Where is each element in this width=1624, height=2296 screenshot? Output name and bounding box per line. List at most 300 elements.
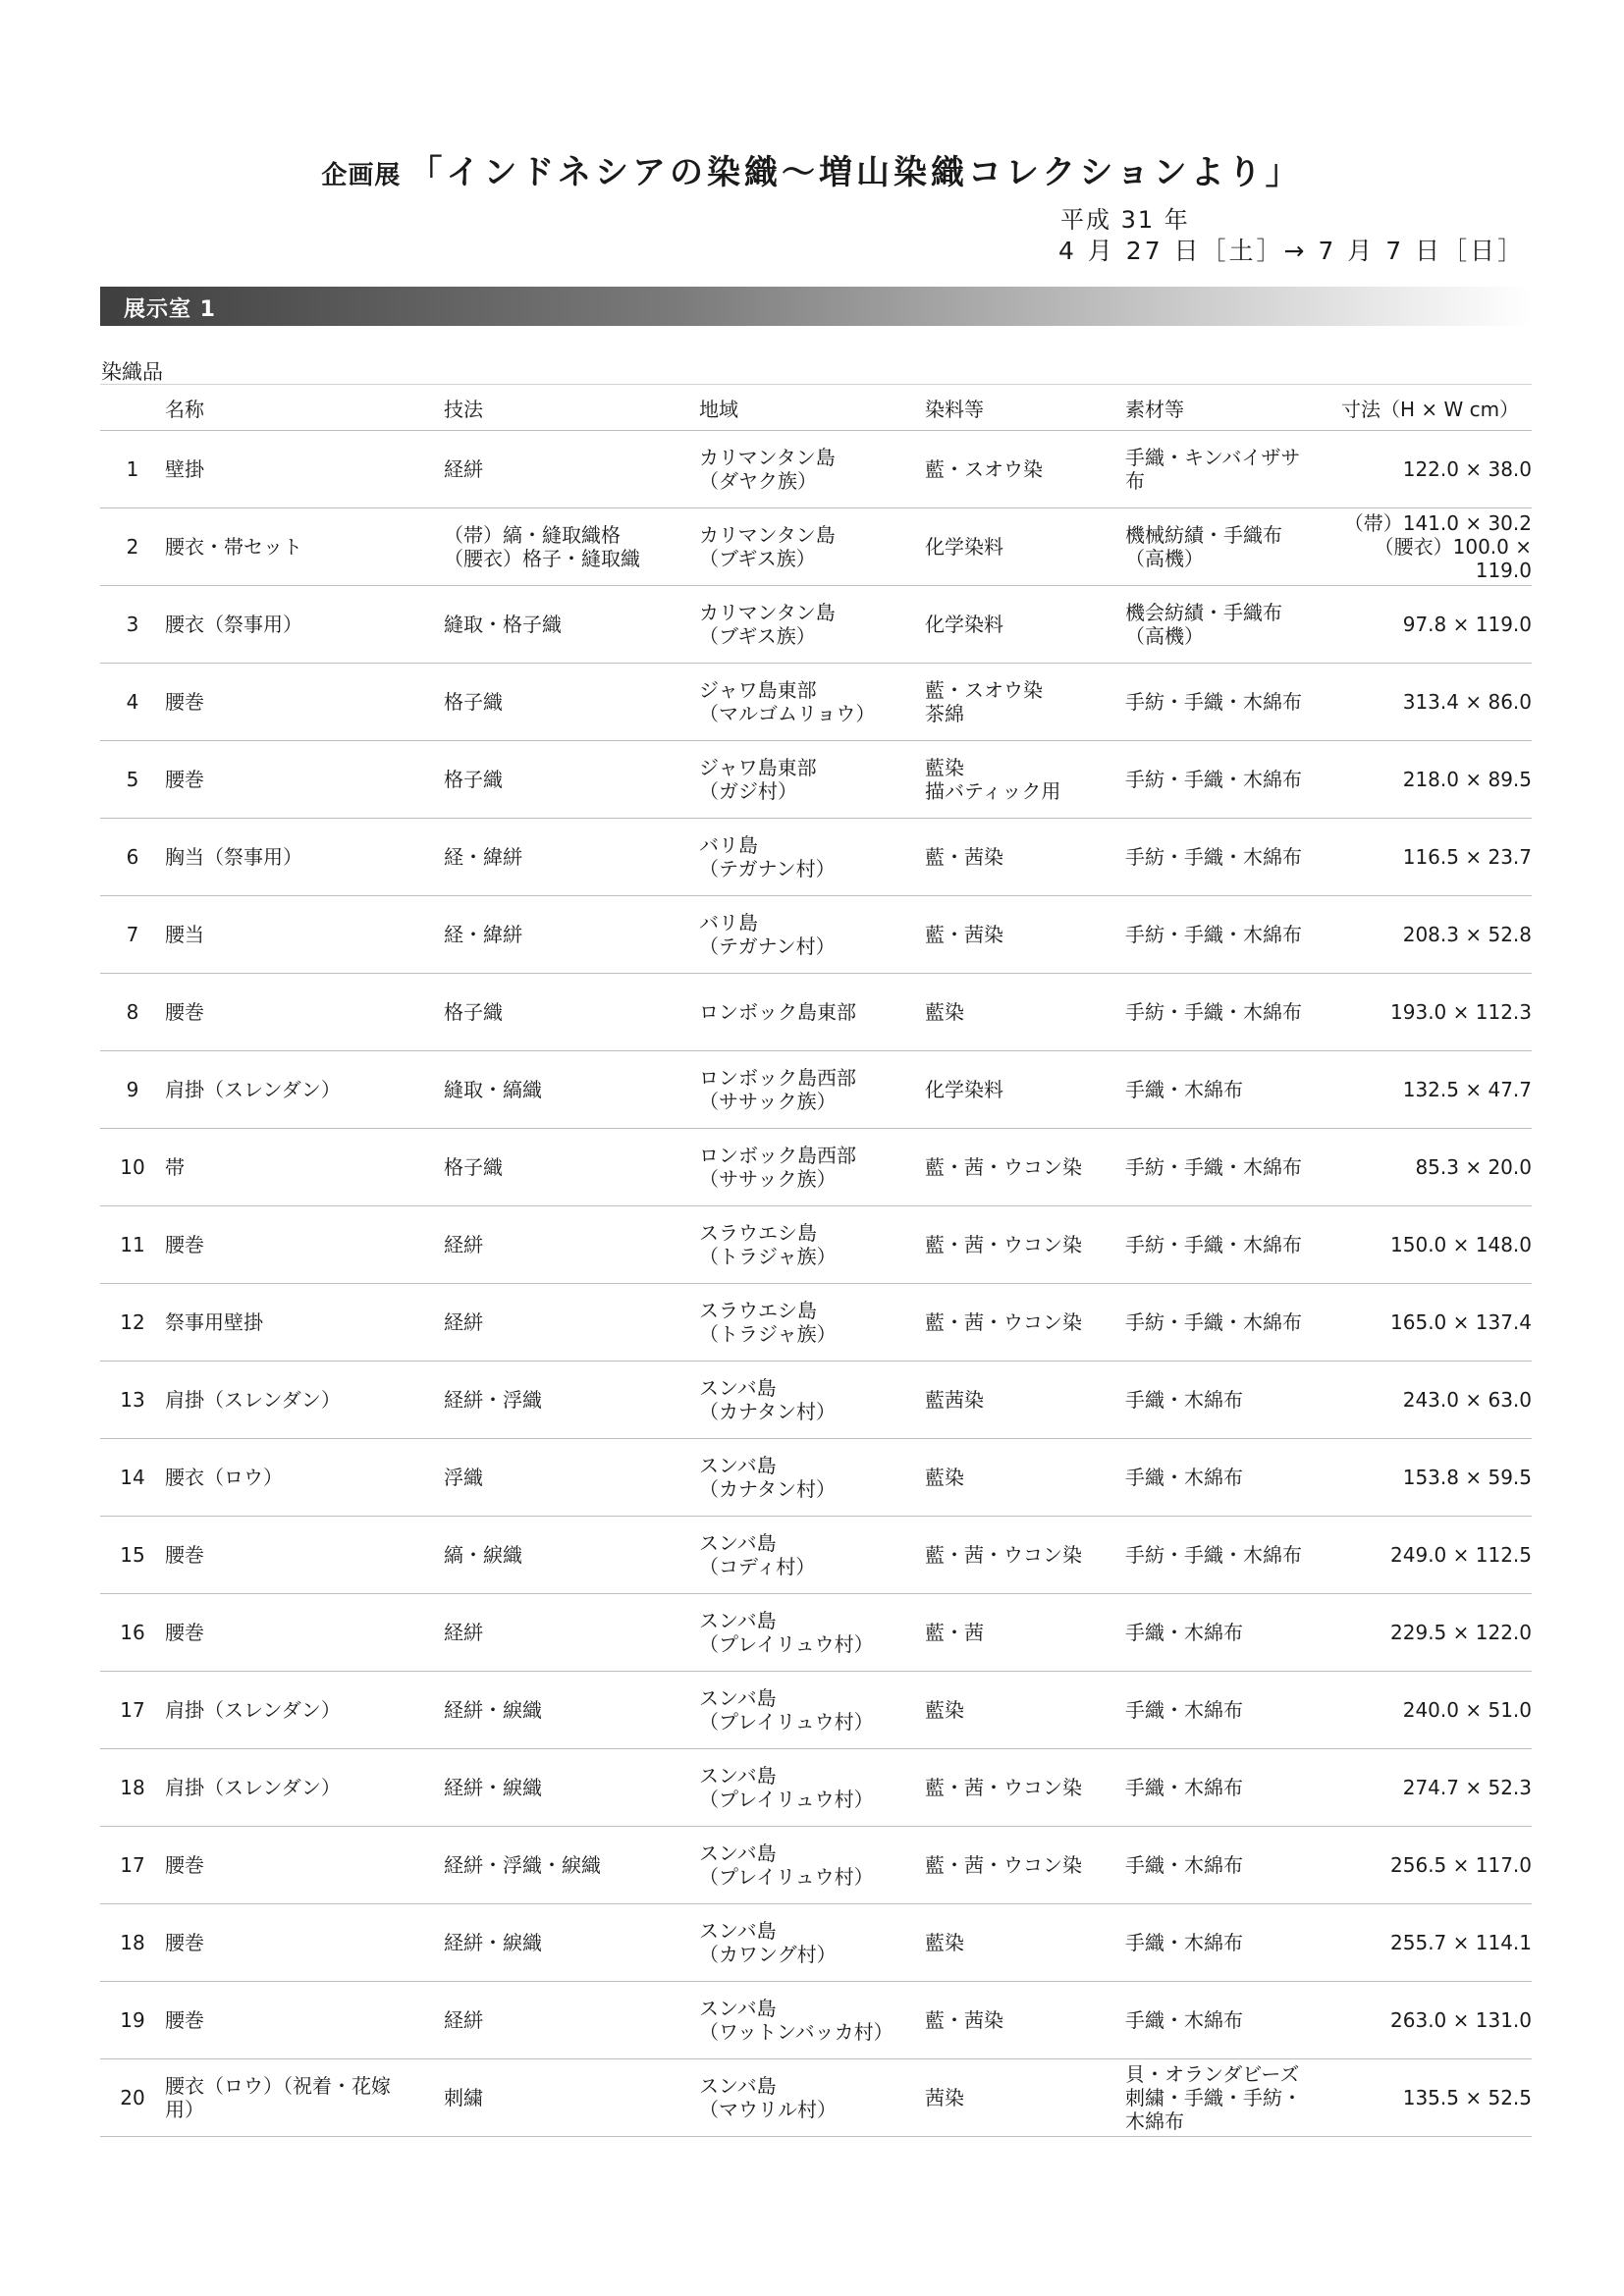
item-dye-text: 藍染 描バティック用 [925, 756, 1061, 803]
table-row [100, 1904, 1532, 1982]
col-technique: 技法 [444, 385, 699, 431]
item-technique-text: 経絣・綟織 [444, 1931, 542, 1954]
item-no-text: 20 [120, 2086, 145, 2109]
item-name [165, 1904, 444, 1982]
item-region [699, 1517, 925, 1594]
item-region-text: ジャワ島東部 （ガジ村） [699, 756, 817, 803]
item-technique [444, 741, 699, 819]
item-dye [925, 1051, 1125, 1129]
table-header-row [100, 385, 1532, 431]
item-material [1125, 1904, 1341, 1982]
item-no-text: 6 [126, 845, 139, 869]
item-technique [444, 1827, 699, 1904]
item-material [1125, 586, 1341, 664]
item-size-text: 97.8 × 119.0 [1402, 613, 1532, 636]
item-dye [925, 1439, 1125, 1517]
item-region [699, 896, 925, 974]
item-dye [925, 896, 1125, 974]
exhibition-period: 4 月 27 日［土］→ 7 月 7 日［日］ [1058, 237, 1526, 265]
item-region-text: スンバ島 （プレイリュウ村） [699, 1764, 874, 1811]
item-material-text: 手織・木綿布 [1125, 1078, 1243, 1101]
item-name [165, 819, 444, 896]
item-no-text: 4 [126, 690, 139, 714]
item-size-text: 256.5 × 117.0 [1390, 1853, 1532, 1877]
col-size: 寸法（H × W cm） [1341, 385, 1532, 431]
item-no-text: 15 [120, 1543, 145, 1567]
item-name [165, 741, 444, 819]
item-dye-text: 藍・茜・ウコン染 [925, 1543, 1082, 1567]
item-dye [925, 1672, 1125, 1749]
item-no [100, 896, 165, 974]
item-size [1341, 2059, 1532, 2137]
item-size-text: 122.0 × 38.0 [1402, 457, 1532, 481]
item-size-text: 135.5 × 52.5 [1402, 2086, 1532, 2109]
item-region [699, 2059, 925, 2137]
item-dye [925, 586, 1125, 664]
item-name-text: 帯 [165, 1155, 185, 1179]
table-row [100, 1051, 1532, 1129]
item-material [1125, 1672, 1341, 1749]
item-name [165, 1051, 444, 1129]
item-dye [925, 974, 1125, 1051]
item-technique [444, 974, 699, 1051]
item-size [1341, 741, 1532, 819]
item-size [1341, 1904, 1532, 1982]
item-material [1125, 1439, 1341, 1517]
item-name-text: 腰巻 [165, 1931, 204, 1954]
item-name [165, 896, 444, 974]
item-material-text: 手織・木綿布 [1125, 1388, 1243, 1412]
item-name [165, 431, 444, 508]
item-technique [444, 431, 699, 508]
exhibition-title [0, 145, 1624, 193]
item-name [165, 1439, 444, 1517]
item-no [100, 2059, 165, 2137]
item-dye-text: 藍・茜・ウコン染 [925, 1853, 1082, 1877]
item-name [165, 974, 444, 1051]
item-size-text: 116.5 × 23.7 [1402, 845, 1532, 869]
room-banner [100, 287, 1532, 326]
item-region-text: スンバ島 （プレイリュウ村） [699, 1842, 874, 1889]
item-dye-text: 藍染 [925, 1466, 964, 1489]
item-region [699, 974, 925, 1051]
item-technique-text: 縞・綟織 [444, 1543, 522, 1567]
item-no [100, 1827, 165, 1904]
room-label: 展示室 1 [124, 297, 216, 322]
item-name-text: 腰巻 [165, 1543, 204, 1567]
item-technique [444, 1982, 699, 2059]
item-size [1341, 1206, 1532, 1284]
item-region [699, 741, 925, 819]
table-row [100, 1827, 1532, 1904]
item-name [165, 1982, 444, 2059]
item-no-text: 14 [120, 1466, 145, 1489]
item-no [100, 1129, 165, 1206]
item-technique [444, 664, 699, 741]
item-region [699, 664, 925, 741]
item-no-text: 11 [120, 1233, 145, 1256]
item-name-text: 肩掛（スレンダン） [165, 1078, 341, 1101]
item-region [699, 1672, 925, 1749]
item-size-text: 153.8 × 59.5 [1402, 1466, 1532, 1489]
item-region [699, 1982, 925, 2059]
table-row [100, 431, 1532, 508]
item-technique [444, 1206, 699, 1284]
item-material [1125, 1749, 1341, 1827]
item-name-text: 腰巻 [165, 1853, 204, 1877]
item-material-text: 手織・木綿布 [1125, 1698, 1243, 1722]
item-name-text: 腰衣（ロウ） [165, 1466, 283, 1489]
table-row [100, 974, 1532, 1051]
item-region [699, 508, 925, 586]
item-dye [925, 819, 1125, 896]
item-material [1125, 664, 1341, 741]
col-dye: 染料等 [925, 385, 1125, 431]
item-region-text: ロンボック島東部 [699, 1000, 856, 1024]
table-row [100, 1284, 1532, 1362]
item-name [165, 1129, 444, 1206]
item-region [699, 1594, 925, 1672]
item-region-text: ジャワ島東部 （マルゴムリョウ） [699, 678, 876, 725]
item-technique-text: 経絣・綟織 [444, 1698, 542, 1722]
item-material [1125, 2059, 1341, 2137]
item-dye-text: 藍・スオウ染 [925, 457, 1043, 481]
item-technique-text: 縫取・縞織 [444, 1078, 542, 1101]
item-size [1341, 664, 1532, 741]
item-material-text: 手織・木綿布 [1125, 1931, 1243, 1954]
item-material-text: 機会紡績・手織布 （高機） [1125, 601, 1282, 648]
item-material [1125, 1827, 1341, 1904]
category-label: 染織品 [101, 360, 163, 384]
item-no-text: 7 [126, 923, 139, 946]
item-name-text: 腰衣・帯セット [165, 535, 302, 559]
item-technique-text: 経絣・浮織・綟織 [444, 1853, 601, 1877]
table-row [100, 664, 1532, 741]
item-name [165, 1672, 444, 1749]
item-dye [925, 1982, 1125, 2059]
item-name-text: 肩掛（スレンダン） [165, 1388, 341, 1412]
item-technique-text: 経絣 [444, 1310, 483, 1334]
item-dye [925, 1206, 1125, 1284]
item-technique-text: 格子織 [444, 768, 503, 791]
item-region-text: スラウエシ島 （トラジャ族） [699, 1299, 837, 1346]
item-region-text: スンバ島 （カワング村） [699, 1919, 837, 1966]
item-material [1125, 1284, 1341, 1362]
item-material [1125, 1594, 1341, 1672]
item-no-text: 16 [120, 1621, 145, 1644]
item-name-text: 腰巻 [165, 768, 204, 791]
item-size [1341, 1672, 1532, 1749]
item-material [1125, 1362, 1341, 1439]
table-row [100, 741, 1532, 819]
item-technique [444, 1362, 699, 1439]
item-dye-text: 茜染 [925, 2086, 964, 2109]
item-size-text: 132.5 × 47.7 [1402, 1078, 1532, 1101]
item-no [100, 1594, 165, 1672]
item-size [1341, 1362, 1532, 1439]
item-material-text: 手紡・手織・木綿布 [1125, 845, 1302, 869]
item-size-text: 263.0 × 131.0 [1390, 2008, 1532, 2032]
item-region-text: カリマンタン島 （ダヤク族） [699, 446, 836, 493]
items-table [100, 384, 1532, 2137]
item-no-text: 18 [120, 1776, 145, 1799]
title-prefix: 企画展 [321, 161, 402, 190]
item-region [699, 1129, 925, 1206]
item-material-text: 手織・木綿布 [1125, 2008, 1243, 2032]
item-material-text: 手紡・手織・木綿布 [1125, 1000, 1302, 1024]
item-dye-text: 藍染 [925, 1931, 964, 1954]
item-size-text: 249.0 × 112.5 [1390, 1543, 1532, 1567]
item-region [699, 431, 925, 508]
item-dye [925, 1362, 1125, 1439]
item-dye-text: 化学染料 [925, 535, 1003, 559]
item-technique-text: 経・緯絣 [444, 923, 522, 946]
item-region-text: カリマンタン島 （ブギス族） [699, 601, 836, 648]
item-no-text: 17 [120, 1698, 145, 1722]
item-region-text: ロンボック島西部 （ササック族） [699, 1066, 856, 1113]
item-size [1341, 1051, 1532, 1129]
item-region [699, 1904, 925, 1982]
item-size-text: 229.5 × 122.0 [1390, 1621, 1532, 1644]
item-dye [925, 1284, 1125, 1362]
item-no-text: 3 [126, 613, 139, 636]
item-technique-text: 縫取・格子織 [444, 613, 562, 636]
item-technique [444, 1904, 699, 1982]
item-technique [444, 1594, 699, 1672]
item-dye-text: 藍・茜・ウコン染 [925, 1776, 1082, 1799]
table-row [100, 1594, 1532, 1672]
item-region [699, 1827, 925, 1904]
table-row [100, 1982, 1532, 2059]
item-no [100, 1904, 165, 1982]
item-size-text: 243.0 × 63.0 [1402, 1388, 1532, 1412]
item-region [699, 1749, 925, 1827]
item-region-text: スラウエシ島 （トラジャ族） [699, 1221, 837, 1268]
item-region [699, 1051, 925, 1129]
item-technique [444, 1517, 699, 1594]
item-no-text: 5 [126, 768, 139, 791]
item-technique-text: 刺繍 [444, 2086, 483, 2109]
item-technique [444, 1439, 699, 1517]
item-region [699, 586, 925, 664]
item-size-text: 193.0 × 112.3 [1390, 1000, 1532, 1024]
item-dye [925, 2059, 1125, 2137]
item-dye [925, 508, 1125, 586]
item-technique-text: 格子織 [444, 690, 503, 714]
item-name-text: 祭事用壁掛 [165, 1310, 263, 1334]
item-technique-text: 経絣 [444, 1621, 483, 1644]
item-technique-text: （帯）縞・縫取織格 （腰衣）格子・縫取織 [444, 523, 640, 570]
item-name-text: 腰巻 [165, 1233, 204, 1256]
item-name-text: 腰当 [165, 923, 204, 946]
item-no-text: 18 [120, 1931, 145, 1954]
col-region: 地域 [699, 385, 925, 431]
item-dye-text: 化学染料 [925, 613, 1003, 636]
item-material [1125, 431, 1341, 508]
item-technique-text: 経・緯絣 [444, 845, 522, 869]
item-name-text: 腰衣（ロウ）（祝着・花嫁 用） [165, 2074, 391, 2121]
item-material [1125, 1051, 1341, 1129]
item-no [100, 1672, 165, 1749]
item-no [100, 974, 165, 1051]
item-no [100, 1206, 165, 1284]
table-row [100, 2059, 1532, 2137]
item-dye-text: 藍染 [925, 1000, 964, 1024]
item-region-text: スンバ島 （カナタン村） [699, 1376, 836, 1423]
item-size-text: 150.0 × 148.0 [1390, 1233, 1532, 1256]
item-technique-text: 経絣 [444, 1233, 483, 1256]
item-region [699, 1439, 925, 1517]
item-size [1341, 1827, 1532, 1904]
item-no [100, 1517, 165, 1594]
item-material [1125, 1517, 1341, 1594]
item-material [1125, 1129, 1341, 1206]
item-size [1341, 974, 1532, 1051]
item-technique [444, 1749, 699, 1827]
item-name-text: 胸当（祭事用） [165, 845, 302, 869]
item-dye-text: 藍・茜・ウコン染 [925, 1233, 1082, 1256]
item-no-text: 19 [120, 2008, 145, 2032]
item-size [1341, 1439, 1532, 1517]
item-no [100, 1362, 165, 1439]
item-material [1125, 1982, 1341, 2059]
item-technique-text: 経絣 [444, 457, 483, 481]
item-dye [925, 1129, 1125, 1206]
item-material-text: 手紡・手織・木綿布 [1125, 768, 1302, 791]
item-size-text: （帯）141.0 × 30.2 （腰衣）100.0 × 119.0 [1343, 511, 1532, 582]
item-material [1125, 1206, 1341, 1284]
item-material [1125, 974, 1341, 1051]
item-dye [925, 1749, 1125, 1827]
item-no-text: 13 [120, 1388, 145, 1412]
item-dye [925, 1517, 1125, 1594]
item-name [165, 586, 444, 664]
item-material-text: 手紡・手織・木綿布 [1125, 1543, 1302, 1567]
item-region [699, 1206, 925, 1284]
item-region-text: ロンボック島西部 （ササック族） [699, 1144, 856, 1191]
item-name [165, 1594, 444, 1672]
item-name [165, 1827, 444, 1904]
item-technique [444, 586, 699, 664]
item-no-text: 2 [126, 535, 139, 559]
item-technique-text: 格子織 [444, 1000, 503, 1024]
item-no [100, 1982, 165, 2059]
item-material [1125, 896, 1341, 974]
item-technique-text: 浮織 [444, 1466, 483, 1489]
item-size [1341, 896, 1532, 974]
item-size-text: 208.3 × 52.8 [1402, 923, 1532, 946]
item-dye [925, 1827, 1125, 1904]
item-region [699, 819, 925, 896]
item-size [1341, 586, 1532, 664]
table-row [100, 1517, 1532, 1594]
item-technique-text: 経絣・浮織 [444, 1388, 542, 1412]
item-size [1341, 819, 1532, 896]
item-technique [444, 1051, 699, 1129]
item-technique [444, 1284, 699, 1362]
item-material-text: 手紡・手織・木綿布 [1125, 1155, 1302, 1179]
item-region [699, 1362, 925, 1439]
exhibition-era: 平成 31 年 [1060, 206, 1190, 234]
item-no [100, 508, 165, 586]
item-size [1341, 1284, 1532, 1362]
item-size [1341, 1982, 1532, 2059]
item-no [100, 1439, 165, 1517]
item-no-text: 12 [120, 1310, 145, 1334]
item-name [165, 1284, 444, 1362]
item-no-text: 17 [120, 1853, 145, 1877]
item-dye-text: 化学染料 [925, 1078, 1003, 1101]
item-name [165, 1517, 444, 1594]
item-name [165, 1362, 444, 1439]
item-material-text: 手織・木綿布 [1125, 1853, 1243, 1877]
item-region-text: バリ島 （テガナン村） [699, 911, 836, 958]
item-region-text: バリ島 （テガナン村） [699, 833, 836, 881]
col-name: 名称 [165, 385, 444, 431]
item-region-text: スンバ島 （カナタン村） [699, 1454, 836, 1501]
item-dye [925, 1904, 1125, 1982]
item-technique [444, 819, 699, 896]
item-material-text: 手紡・手織・木綿布 [1125, 1233, 1302, 1256]
item-size-text: 240.0 × 51.0 [1402, 1698, 1532, 1722]
item-size [1341, 1749, 1532, 1827]
item-dye-text: 藍・スオウ染 茶綿 [925, 678, 1043, 725]
item-no [100, 741, 165, 819]
item-dye-text: 藍・茜・ウコン染 [925, 1155, 1082, 1179]
table-row [100, 508, 1532, 586]
table-row [100, 586, 1532, 664]
item-no [100, 1284, 165, 1362]
item-size [1341, 508, 1532, 586]
item-region-text: カリマンタン島 （ブギス族） [699, 523, 836, 570]
item-technique-text: 経絣 [444, 2008, 483, 2032]
item-dye-text: 藍茜染 [925, 1388, 984, 1412]
item-name-text: 肩掛（スレンダン） [165, 1698, 341, 1722]
table-row [100, 1362, 1532, 1439]
item-material-text: 機械紡績・手織布 （高機） [1125, 523, 1282, 570]
item-size [1341, 1594, 1532, 1672]
item-size-text: 85.3 × 20.0 [1415, 1155, 1532, 1179]
item-name-text: 腰衣（祭事用） [165, 613, 302, 636]
item-material [1125, 819, 1341, 896]
table-row [100, 819, 1532, 896]
item-name-text: 腰巻 [165, 690, 204, 714]
item-material-text: 手紡・手織・木綿布 [1125, 923, 1302, 946]
item-material-text: 手織・キンバイザサ 布 [1125, 446, 1301, 493]
item-region-text: スンバ島 （ワットンバッカ村） [699, 1997, 893, 2044]
col-material: 素材等 [1125, 385, 1341, 431]
item-no [100, 664, 165, 741]
item-technique [444, 896, 699, 974]
item-name-text: 腰巻 [165, 1000, 204, 1024]
item-size-text: 274.7 × 52.3 [1402, 1776, 1532, 1799]
item-region-text: スンバ島 （コディ村） [699, 1531, 816, 1578]
item-size [1341, 1517, 1532, 1594]
item-dye-text: 藍・茜 [925, 1621, 984, 1644]
item-size [1341, 431, 1532, 508]
item-dye [925, 1594, 1125, 1672]
item-size-text: 165.0 × 137.4 [1390, 1310, 1532, 1334]
item-dye [925, 431, 1125, 508]
item-name-text: 肩掛（スレンダン） [165, 1776, 341, 1799]
table-row [100, 1749, 1532, 1827]
item-no [100, 1051, 165, 1129]
item-name [165, 508, 444, 586]
item-material-text: 貝・オランダビーズ 刺繍・手織・手紡・ 木綿布 [1125, 2062, 1302, 2133]
item-material [1125, 508, 1341, 586]
item-material [1125, 741, 1341, 819]
table-body [100, 431, 1532, 2137]
